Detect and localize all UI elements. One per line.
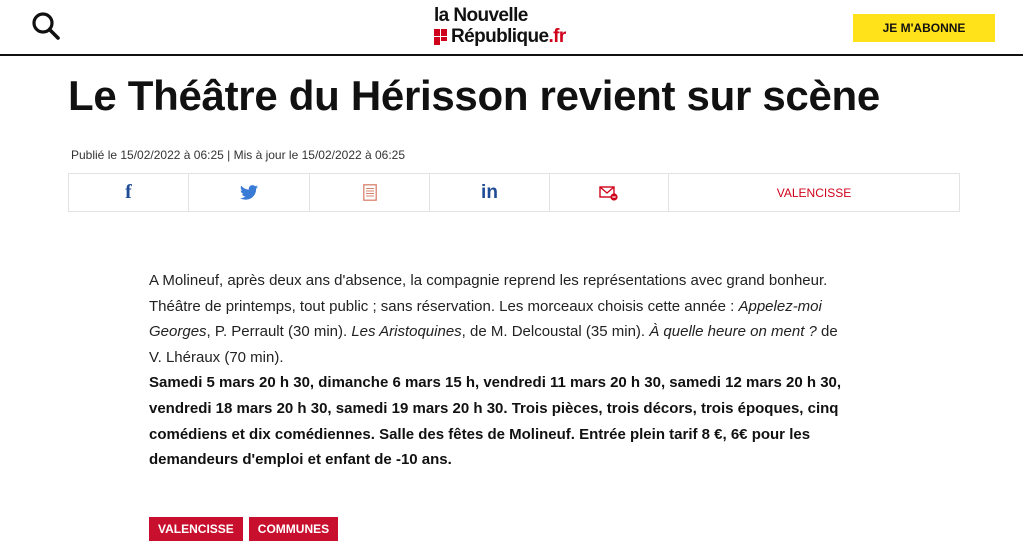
tag-valencisse[interactable]: VALENCISSE: [149, 517, 243, 541]
linkedin-icon: in: [481, 181, 498, 203]
logo-mark-icon: [434, 28, 448, 46]
share-twitter-button[interactable]: [189, 174, 310, 211]
body-line: Théâtre de printemps, tout public ; sans réservation. Les morceaux choisis cette année : Appelez-moi: [149, 297, 822, 315]
document-icon: [363, 184, 377, 201]
facebook-icon: f: [125, 181, 132, 203]
search-button[interactable]: [30, 10, 64, 44]
article-body: [149, 268, 869, 473]
mail-icon: [599, 185, 619, 201]
share-bar: [68, 173, 960, 212]
location-tag-link[interactable]: [669, 174, 959, 211]
logo-line1: la Nouvelle: [434, 5, 528, 26]
publish-meta: Publié le 15/02/2022 à 06:25 | Mis à jour le 15/02/2022 à 06:25: [71, 148, 406, 162]
subscribe-button[interactable]: JE M'ABONNE: [853, 14, 995, 42]
twitter-icon: [240, 185, 258, 200]
article-tags: [149, 517, 338, 541]
share-print-button[interactable]: [310, 174, 430, 211]
share-email-button[interactable]: [550, 174, 669, 211]
tag-communes[interactable]: COMMUNES: [249, 517, 338, 541]
share-linkedin-button[interactable]: [430, 174, 550, 211]
search-icon: [30, 10, 64, 44]
body-line: A Molineuf, après deux ans d'absence, la compagnie reprend les représentations avec grand bonheur.: [149, 272, 828, 289]
schedule-line: comédiens et dix comédiennes. Salle des fêtes de Molineuf. Entrée plein tarif 8 €, 6€ pour les: [149, 425, 811, 443]
location-label: VALENCISSE: [776, 185, 852, 200]
article-title: Le Théâtre du Hérisson revient sur scène: [68, 72, 880, 119]
body-line: V. Lhéraux (70 min).: [149, 348, 284, 366]
share-facebook-button[interactable]: [69, 174, 189, 211]
logo-line2: République: [451, 26, 549, 47]
schedule-line: demandeurs d'emploi et enfant de -10 ans.: [149, 451, 452, 469]
schedule-line: vendredi 18 mars 20 h 30, samedi 19 mars 20 h 30. Trois pièces, trois décors, trois époques, cinq: [149, 399, 839, 417]
site-header: [0, 0, 1023, 56]
logo-tld: .fr: [548, 26, 566, 47]
schedule-line: Samedi 5 mars 20 h 30, dimanche 6 mars 15 h, vendredi 11 mars 20 h 30, samedi 12 mars 20 h 30,: [149, 374, 842, 392]
site-logo[interactable]: [434, 6, 594, 48]
body-line: Georges, P. Perrault (30 min). Les Aristoquines, de M. Delcoustal (35 min). À quelle heure on ment ? de: [149, 323, 838, 341]
